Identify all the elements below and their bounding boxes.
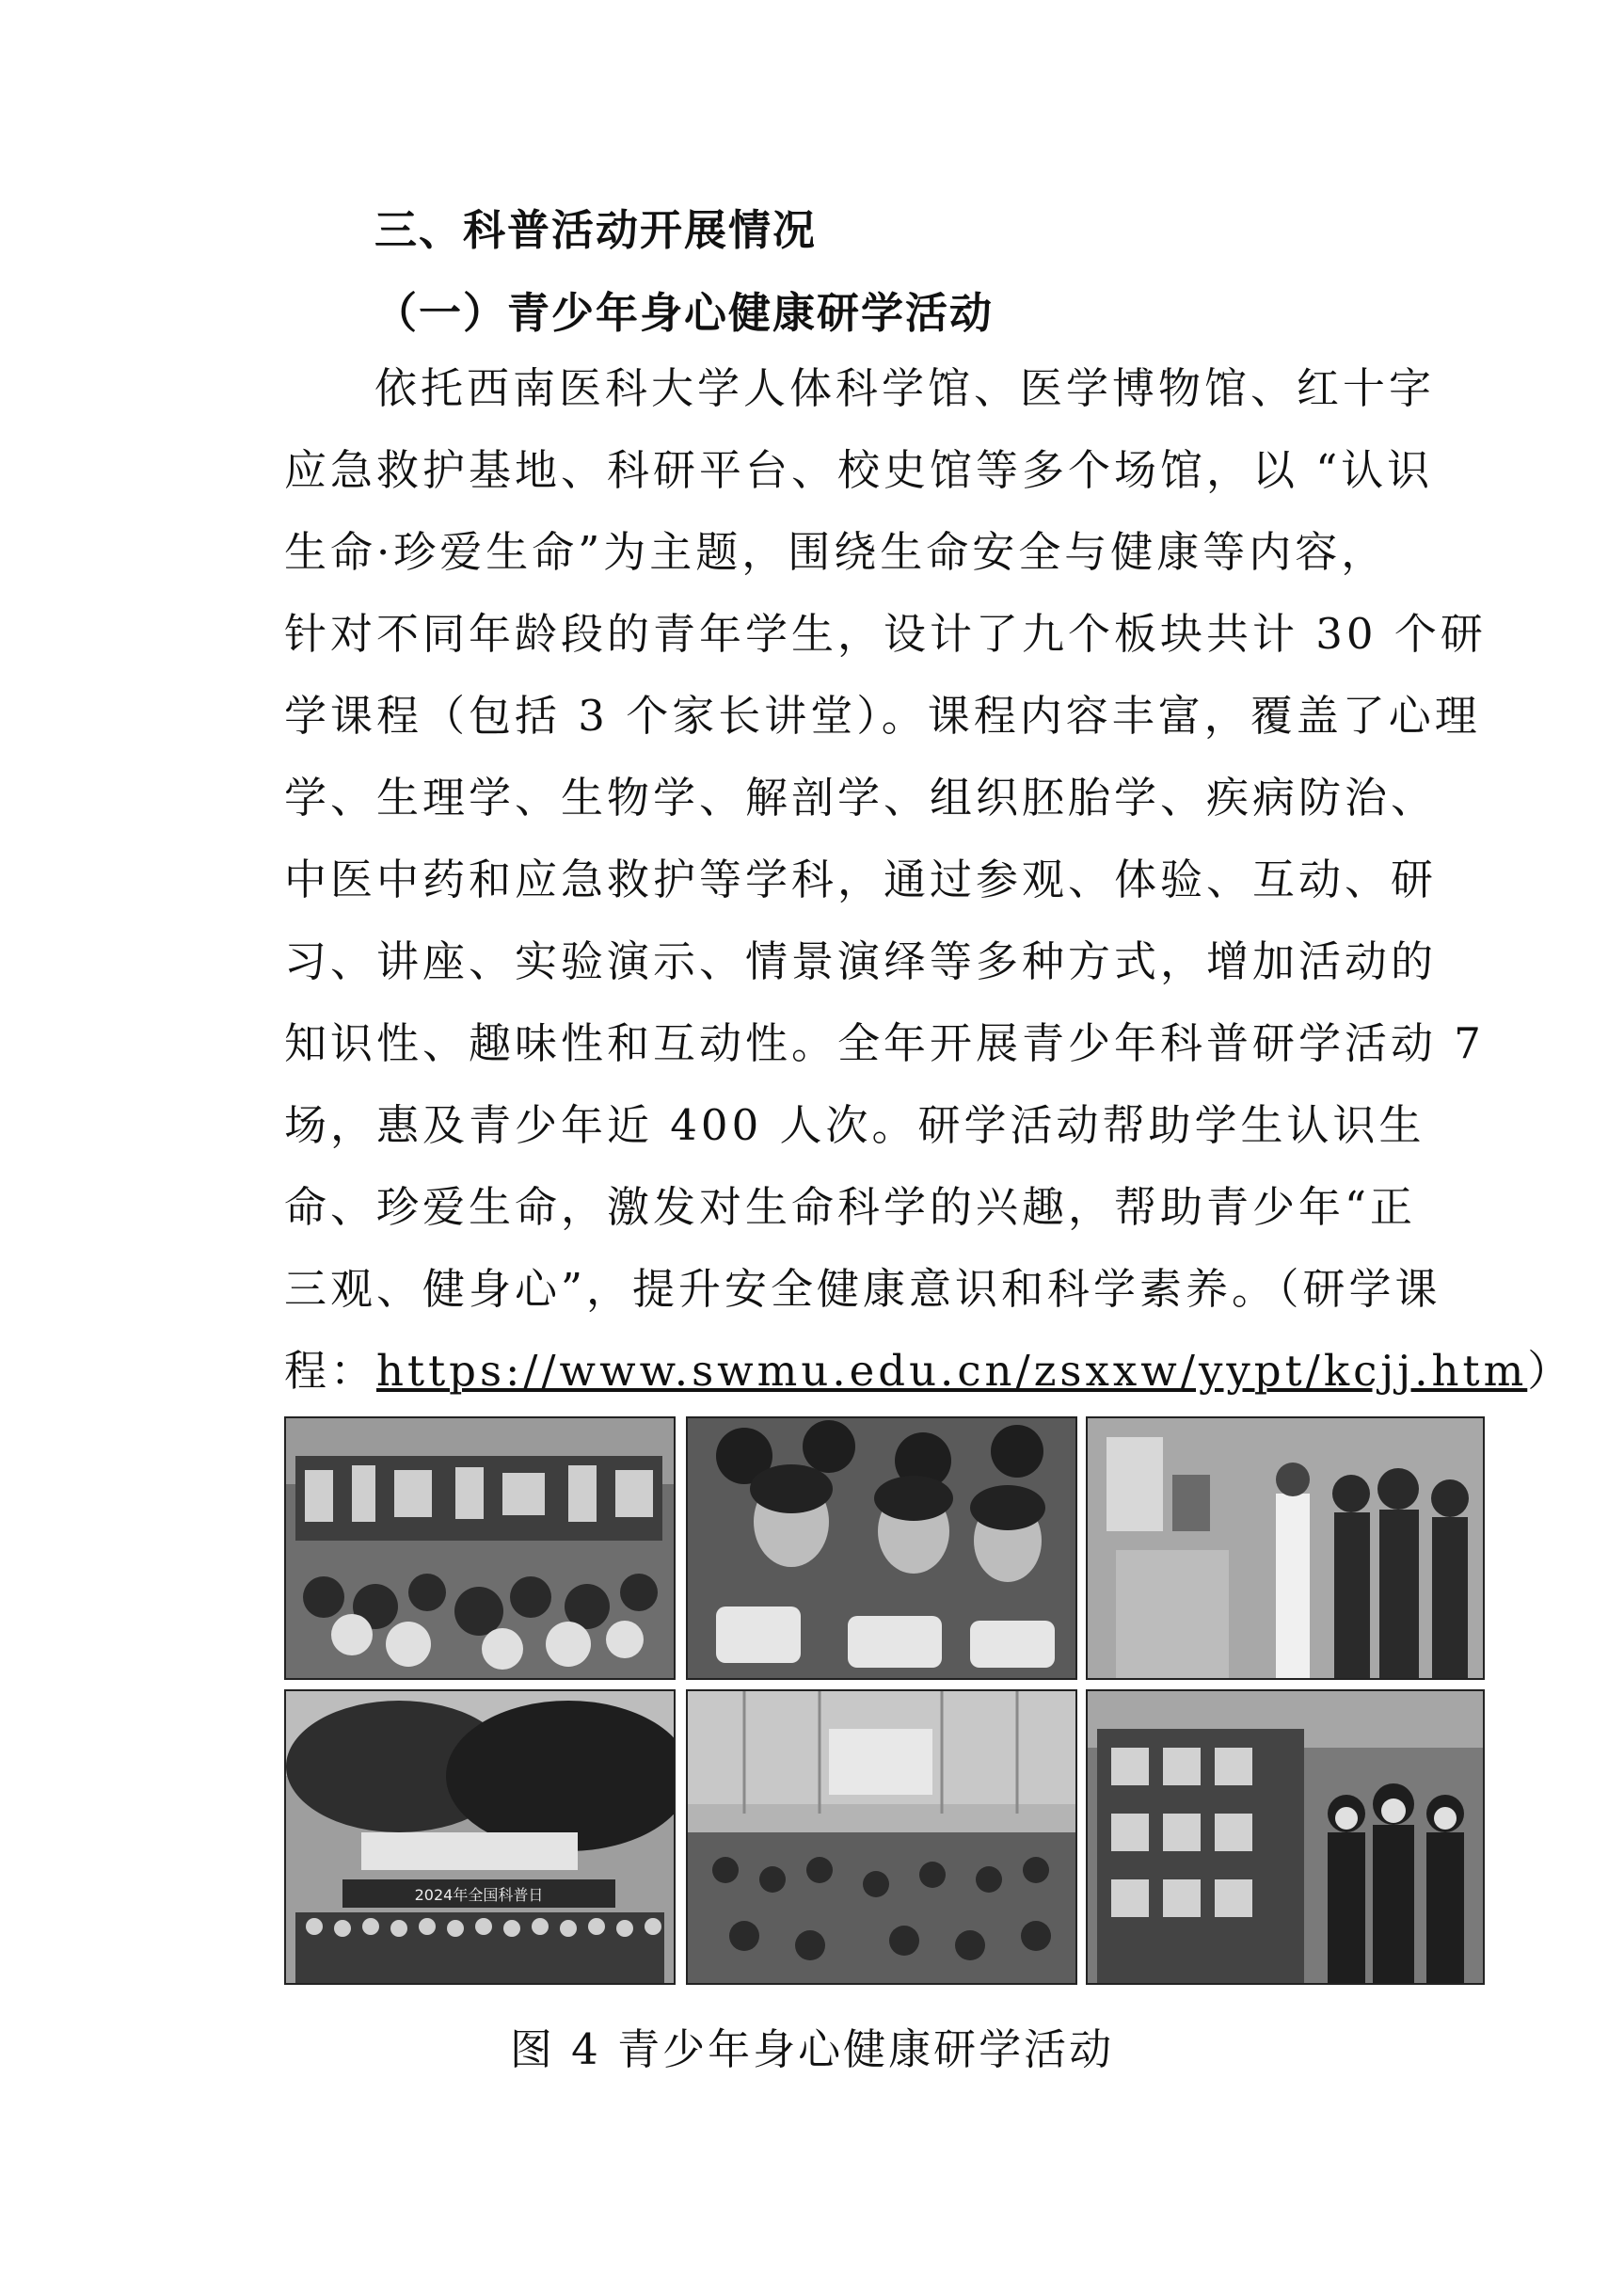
link-suffix: ） bbox=[1527, 1346, 1574, 1396]
subsection-heading: （一）青少年身心健康研学活动 bbox=[374, 288, 995, 338]
paragraph-line: 学、生理学、生物学、解剖学、组织胚胎学、疾病防治、 bbox=[284, 773, 1438, 823]
group-banner-text: 2024年全国科普日 bbox=[414, 1886, 544, 1904]
paragraph-line: 知识性、趣味性和互动性。全年开展青少年科普研学活动 7 bbox=[284, 1018, 1485, 1068]
photo-students-close-up bbox=[686, 1416, 1077, 1680]
paragraph-line: 针对不同年龄段的青年学生，设计了九个板块共计 30 个研 bbox=[284, 609, 1487, 659]
section-heading: 三、科普活动开展情况 bbox=[374, 205, 818, 255]
paragraph-line: 依托西南医科大学人体科学馆、医学博物馆、红十字 bbox=[374, 363, 1436, 413]
photo-museum-hall-visit bbox=[284, 1416, 676, 1680]
photo-group-outdoor bbox=[284, 1689, 676, 1985]
paragraph-line: 命、珍爱生命，激发对生命科学的兴趣，帮助青少年“正 bbox=[284, 1182, 1417, 1232]
photo-classroom-wide bbox=[686, 1689, 1077, 1985]
photo-specimen-exhibit bbox=[1086, 1689, 1485, 1985]
paragraph-line: 中医中药和应急救护等学科，通过参观、体验、互动、研 bbox=[284, 855, 1438, 904]
link-prefix: 程： bbox=[284, 1346, 377, 1396]
figure-caption: 图 4 青少年身心健康研学活动 bbox=[509, 2024, 1115, 2074]
course-link[interactable]: https://www.swmu.edu.cn/zsxxw/yypt/kcjj.htm bbox=[376, 1346, 1528, 1396]
photo-grid bbox=[284, 1416, 1481, 1981]
paragraph-line: 生命·珍爱生命”为主题，围绕生命安全与健康等内容， bbox=[284, 527, 1388, 577]
paragraph-line: 应急救护基地、科研平台、校史馆等多个场馆，以 “认识 bbox=[284, 445, 1434, 495]
link-line bbox=[284, 1346, 1574, 1396]
paragraph-line: 三观、健身心”，提升安全健康意识和科学素养。（研学课 bbox=[284, 1264, 1441, 1314]
paragraph-line: 学课程（包括 3 个家长讲堂）。课程内容丰富，覆盖了心理 bbox=[284, 691, 1481, 741]
paragraph-line: 场，惠及青少年近 400 人次。研学活动帮助学生认识生 bbox=[284, 1100, 1425, 1150]
paragraph-line: 习、讲座、实验演示、情景演绎等多种方式，增加活动的 bbox=[284, 936, 1438, 986]
photo-lab-demonstration bbox=[1086, 1416, 1485, 1680]
